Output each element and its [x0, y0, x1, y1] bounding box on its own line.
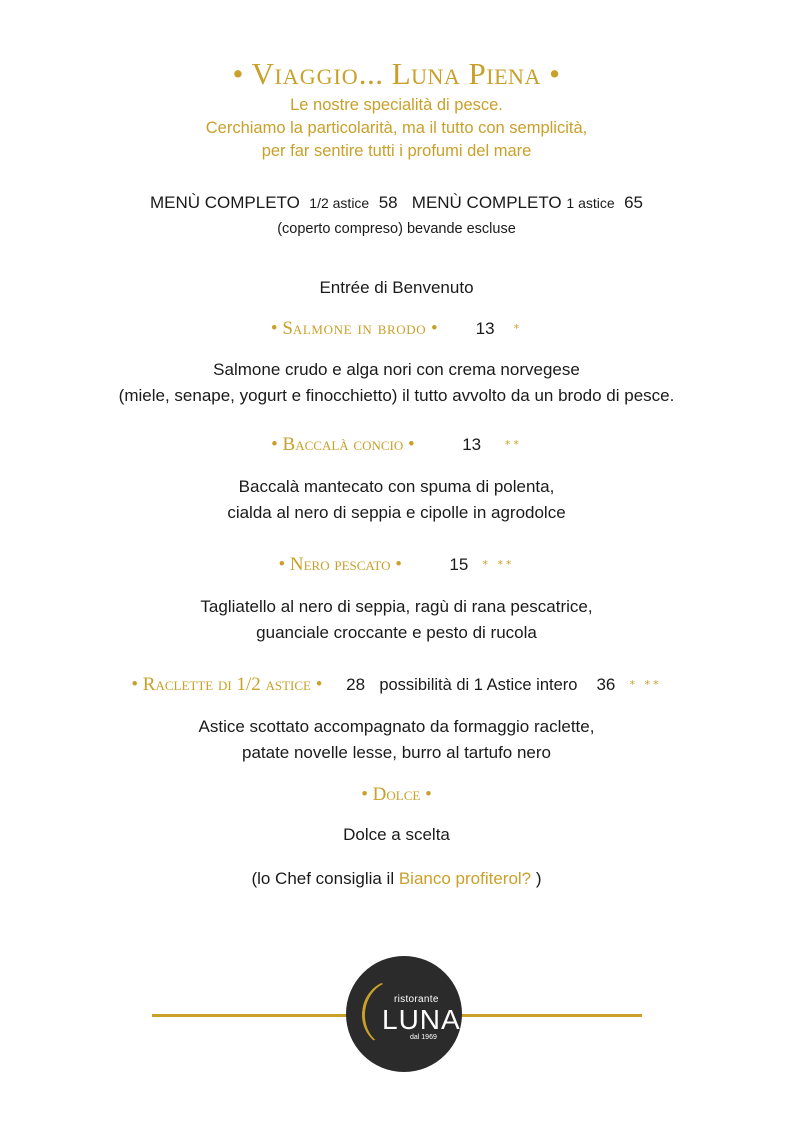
dish-desc-line: guanciale croccante e pesto di rucola: [256, 623, 537, 642]
dish-title: • Nero pescato • 15 * **: [278, 554, 515, 575]
star-icon: * **: [629, 678, 662, 691]
star-icon: **: [504, 438, 522, 451]
intro-line: Cerchiamo la particolarità, ma il tutto con semplicità,: [205, 119, 588, 137]
dish-desc-line: Baccalà mantecato con spuma di polenta,: [238, 477, 555, 496]
dessert-line: Dolce a scelta: [343, 825, 450, 844]
intro-line: per far sentire tutti i profumi del mare: [261, 142, 532, 160]
dish-option: possibilità di 1 Astice intero: [379, 676, 578, 694]
star-icon: *: [513, 322, 523, 335]
dish-price: 36: [596, 675, 616, 694]
divider-left: [152, 1014, 352, 1017]
menu-completo-line: [0, 190, 793, 216]
intro-line: Le nostre specialità di pesce.: [290, 96, 503, 114]
menu-title: • Viaggio... Luna Piena •: [232, 56, 561, 91]
dish-desc-line: (miele, senape, yogurt e finocchietto) il tutto avvolto da un brodo di pesce.: [118, 386, 675, 405]
menu-label: MENÙ COMPLETO: [149, 193, 300, 212]
dish-title: • Salmone in brodo • 13 *: [270, 318, 523, 339]
logo-subtitle: ristorante: [394, 994, 439, 1005]
menu-label: MENÙ COMPLETO: [411, 193, 562, 212]
dish-desc-line: Salmone crudo e alga nori con crema norvegese: [213, 360, 580, 379]
dish-price: 28: [346, 675, 366, 694]
dish-title: • Baccalà concio • 13 **: [271, 434, 522, 455]
dish-desc-line: cialda al nero di seppia e cipolle in agrodolce: [227, 503, 566, 522]
logo-since: dal 1969: [410, 1034, 437, 1041]
dish-desc-line: Astice scottato accompagnato da formaggio raclette,: [198, 717, 595, 736]
menu-portion: 1/2 astice: [309, 195, 370, 211]
menu-price: 58: [378, 193, 398, 212]
logo-name: LUNA: [382, 1004, 461, 1035]
menu-note: (coperto compreso) bevande escluse: [277, 221, 516, 237]
divider-right: [460, 1014, 642, 1017]
dish-desc-line: Tagliatello al nero di seppia, ragù di rana pescatrice,: [200, 597, 593, 616]
suggested-dessert: Bianco profiterol?: [398, 869, 536, 888]
dish-price: 13: [462, 435, 482, 454]
dish-title: • Raclette di 1/2 astice • 28 possibilità di 1 Astice intero 36 * **: [131, 674, 662, 695]
dish-price: 13: [475, 319, 495, 338]
restaurant-logo: [346, 956, 462, 1072]
dessert-title: • Dolce •: [361, 784, 432, 805]
dish-price: 15: [449, 555, 469, 574]
dish-desc-line: patate novelle lesse, burro al tartufo nero: [241, 743, 552, 762]
menu-portion: 1 astice: [566, 195, 615, 211]
star-icon: * **: [482, 558, 515, 571]
title-small-caps: iaggio: [274, 56, 359, 91]
menu-price: 65: [624, 193, 644, 212]
entree-line: Entrée di Benvenuto: [319, 278, 474, 297]
chef-suggestion: (lo Chef consiglia il Bianco profiterol? ): [251, 869, 542, 888]
